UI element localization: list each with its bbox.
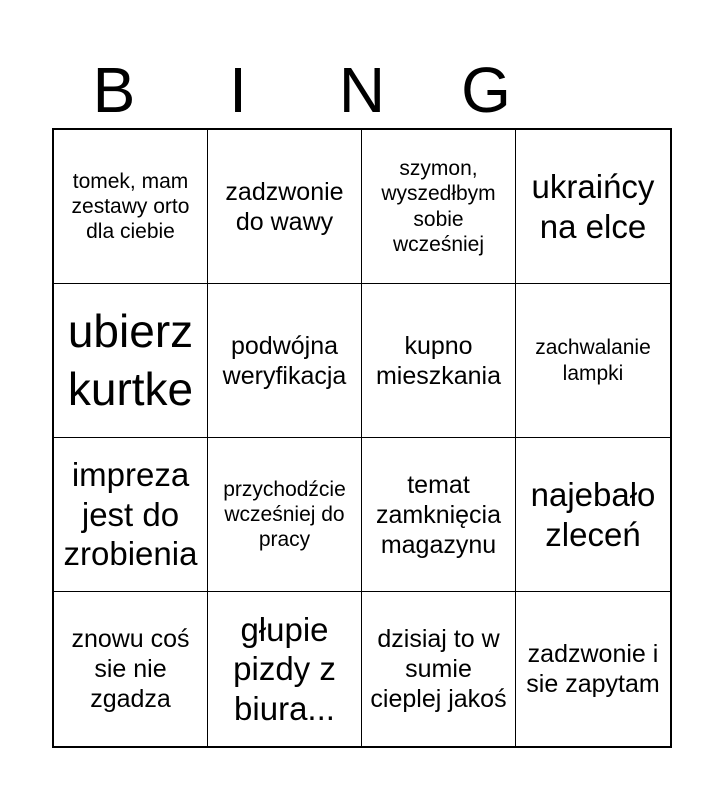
bingo-cell[interactable]: dzisiaj to w sumie cieplej jakoś: [362, 592, 516, 746]
bingo-cell[interactable]: przychodźcie wcześniej do pracy: [208, 438, 362, 592]
bingo-cell[interactable]: ubierz kurtke: [54, 284, 208, 438]
bingo-cell[interactable]: znowu coś sie nie zgadza: [54, 592, 208, 746]
bingo-cell[interactable]: zachwalanie lampki: [516, 284, 670, 438]
bingo-cell[interactable]: tomek, mam zestawy orto dla ciebie: [54, 130, 208, 284]
header-letter-o: [548, 52, 672, 128]
bingo-cell[interactable]: najebało zleceń: [516, 438, 670, 592]
header-letter-i: I: [229, 54, 247, 126]
bingo-cell[interactable]: szymon, wyszedłbym sobie wcześniej: [362, 130, 516, 284]
header-letter-b: B: [92, 54, 136, 126]
bingo-board: [52, 128, 672, 748]
bingo-cell[interactable]: podwójna weryfikacja: [208, 284, 362, 438]
bingo-cell[interactable]: impreza jest do zrobienia: [54, 438, 208, 592]
bingo-cell[interactable]: zadzwonie do wawy: [208, 130, 362, 284]
bingo-cell[interactable]: ukraińcy na elce: [516, 130, 670, 284]
header-letter-g: G: [461, 54, 511, 126]
bingo-header: [52, 52, 672, 128]
bingo-cell[interactable]: głupie pizdy z biura...: [208, 592, 362, 746]
bingo-cell[interactable]: temat zamknięcia magazynu: [362, 438, 516, 592]
bingo-cell[interactable]: zadzwonie i sie zapytam: [526, 640, 660, 698]
header-letter-n: N: [338, 54, 386, 126]
bingo-cell[interactable]: kupno mieszkania: [362, 284, 516, 438]
